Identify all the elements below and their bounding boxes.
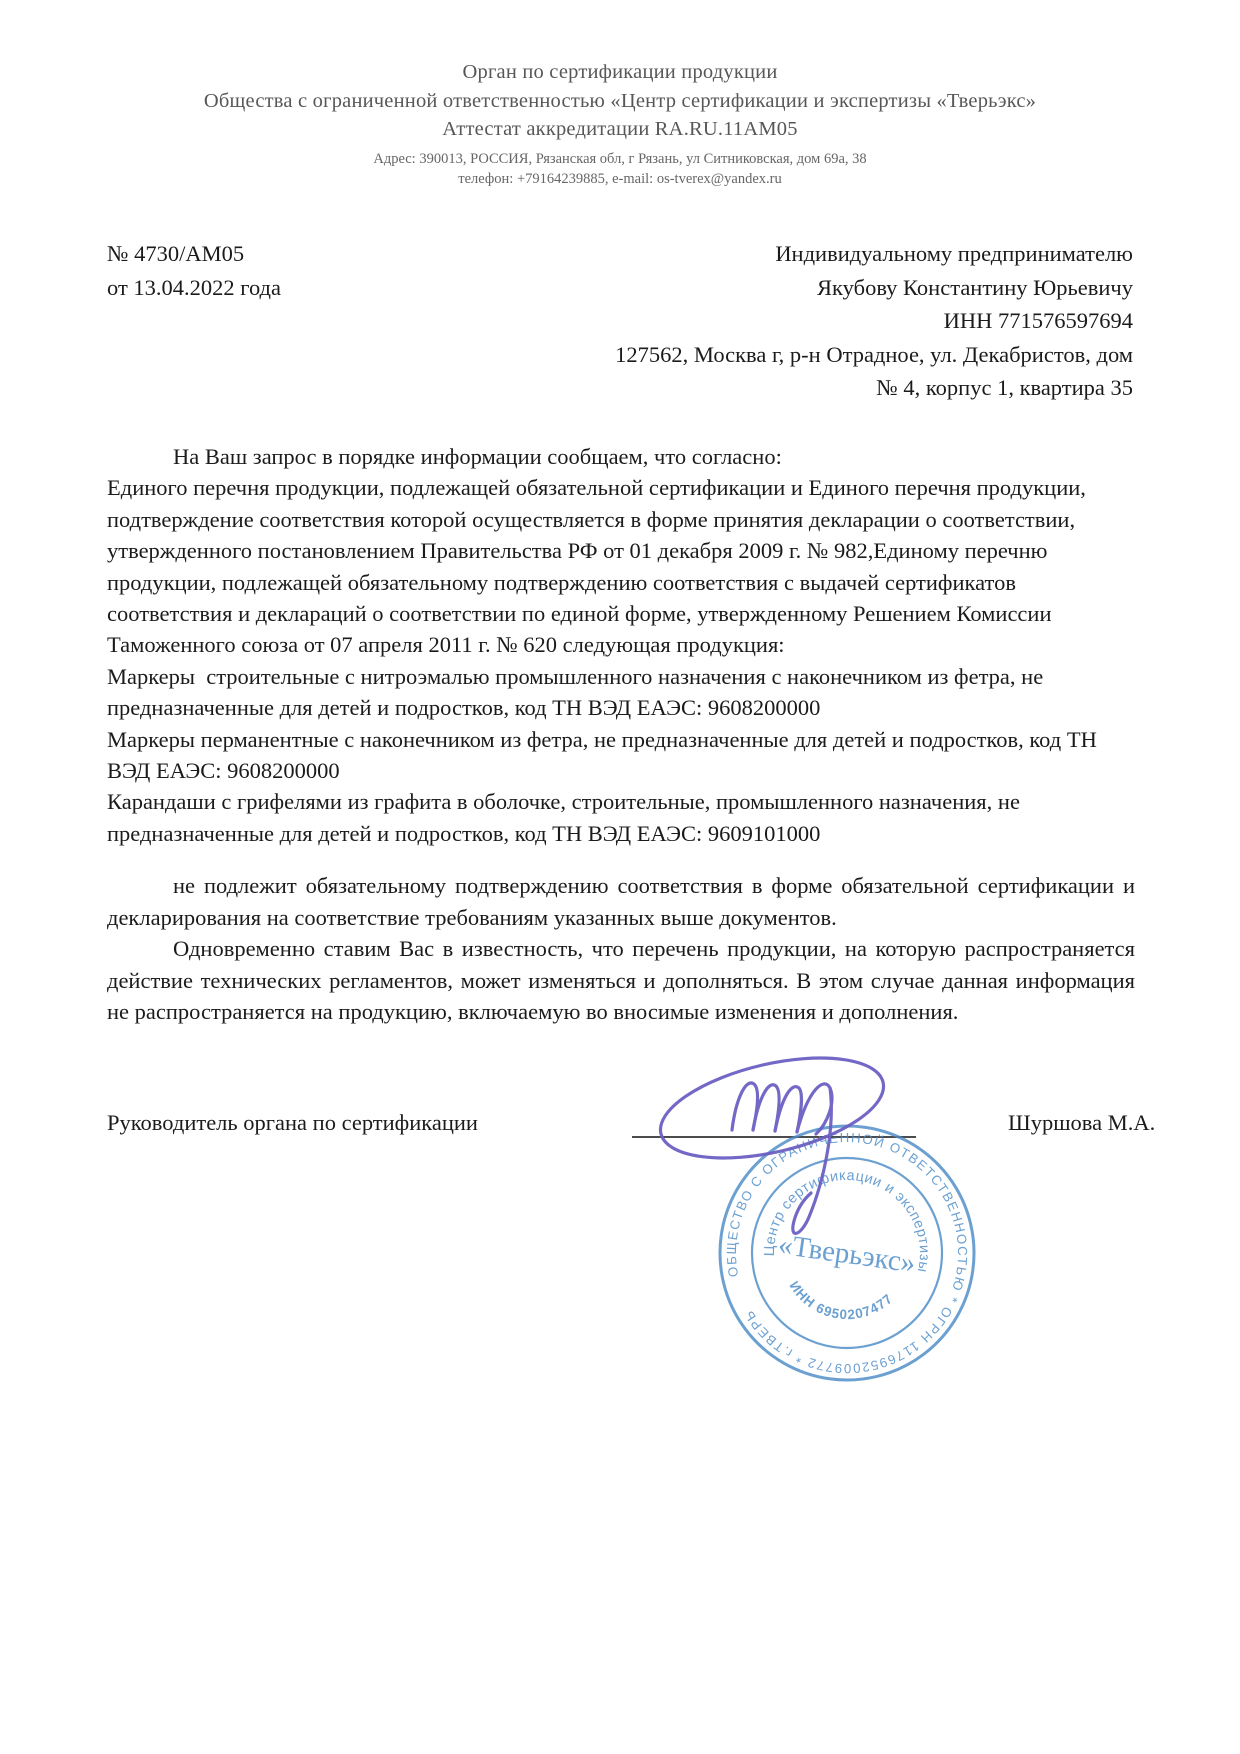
- recipient-line: ИНН 771576597694: [943, 308, 1133, 334]
- letter-body: [107, 441, 1135, 1027]
- signatory-name: Шуршова М.А.: [1008, 1110, 1156, 1135]
- recipient-block: [413, 237, 1133, 405]
- letterhead-org-name: Общества с ограниченной ответственностью «Центр сертификации и экспертизы «Тверьэкс»: [203, 89, 1037, 112]
- recipient-line: Якубову Константину Юрьевичу: [817, 274, 1133, 300]
- stamp-inner-ring-bottom-text: ИНН 6950207477: [786, 1278, 896, 1323]
- product-item-1: Маркеры строительные с нитроэмалью промышленного назначения с наконечником из фетра, не предназначенные для детей и подростков, код ТН ВЭД ЕАЭС: 9608200000: [107, 663, 1049, 721]
- letterhead-contacts: телефон: +79164239885, e-mail: os-tverex@yandex.ru: [458, 170, 782, 187]
- signature-autograph: [600, 1028, 920, 1258]
- stamp-inner-ring-top-text: Центр сертификации и экспертизы: [761, 1167, 933, 1274]
- recipient-line: № 4, корпус 1, квартира 35: [876, 375, 1133, 401]
- signature-stroke: [793, 1088, 831, 1233]
- stamp-outer-ring-text: ОБЩЕСТВО С ОГРАНИЧЕННОЙ ОТВЕТСТВЕННОСТЬЮ * ОГРН 1176952009772 * г.ТВЕРЬ: [723, 1129, 971, 1377]
- signatory-role: Руководитель органа по сертификации: [107, 1110, 478, 1135]
- paragraph-conclusion: не подлежит обязательному подтверждению соответствия в форме обязательной сертификации и декларирования на соответствие требованиям указанных выше документов.: [107, 873, 1135, 930]
- recipient-line: 127562, Москва г, р-н Отрадное, ул. Декабристов, дом: [615, 341, 1133, 367]
- paragraph-intro: На Ваш запрос в порядке информации сообщаем, что согласно:: [173, 444, 782, 469]
- letterhead: [0, 58, 1240, 189]
- product-item-3: Карандаши с грифелями из графита в оболочке, строительные, промышленного назначения, не предназначенные для детей и подростков, код ТН ВЭД ЕАЭС: 9609101000: [107, 789, 1026, 846]
- paragraph-regulations: Единого перечня продукции, подлежащей обязательной сертификации и Единого перечня продукции, подтверждение соответствия которой осуществляется в форме принятия декларации о соответствии, утвержденного постановлением Правительства РФ от 01 декабря 2009 г. № 982,Единому перечню продукции, подлежащей обязательному подтверждению соответствия с выдачей сертификатов соответствия и деклараций о соответствии по единой форме, утвержденному Решением Комиссии Таможенного союза от 07 апреля 2011 г. № 620 следующая продукция:: [107, 475, 1086, 658]
- reference-date: от 13.04.2022 года: [107, 274, 281, 300]
- product-item-2: Маркеры перманентные с наконечником из фетра, не предназначенные для детей и подростков, код ТН ВЭД ЕАЭС: 9608200000: [107, 726, 1103, 784]
- reference-number: № 4730/АМ05: [107, 241, 245, 266]
- reference-block: [107, 237, 281, 304]
- letterhead-address: Адрес: 390013, РОССИЯ, Рязанская обл, г Рязань, ул Ситниковская, дом 69а, 38: [373, 150, 867, 167]
- stamp-center-text: «Тверьэкс»: [776, 1228, 918, 1280]
- letterhead-org-type: Орган по сертификации продукции: [462, 61, 778, 83]
- signature-stroke: [651, 1039, 893, 1176]
- letterhead-accreditation: Аттестат аккредитации RA.RU.11АМ05: [442, 118, 798, 140]
- paragraph-notice: Одновременно ставим Вас в известность, что перечень продукции, на которую распространяется действие технических регламентов, может изменяться и дополняться. В этом случае данная информация не распространяется на продукцию, включаемую во вносимые изменения и дополнения.: [107, 936, 1135, 1024]
- recipient-line: Индивидуальному предпринимателю: [775, 241, 1133, 266]
